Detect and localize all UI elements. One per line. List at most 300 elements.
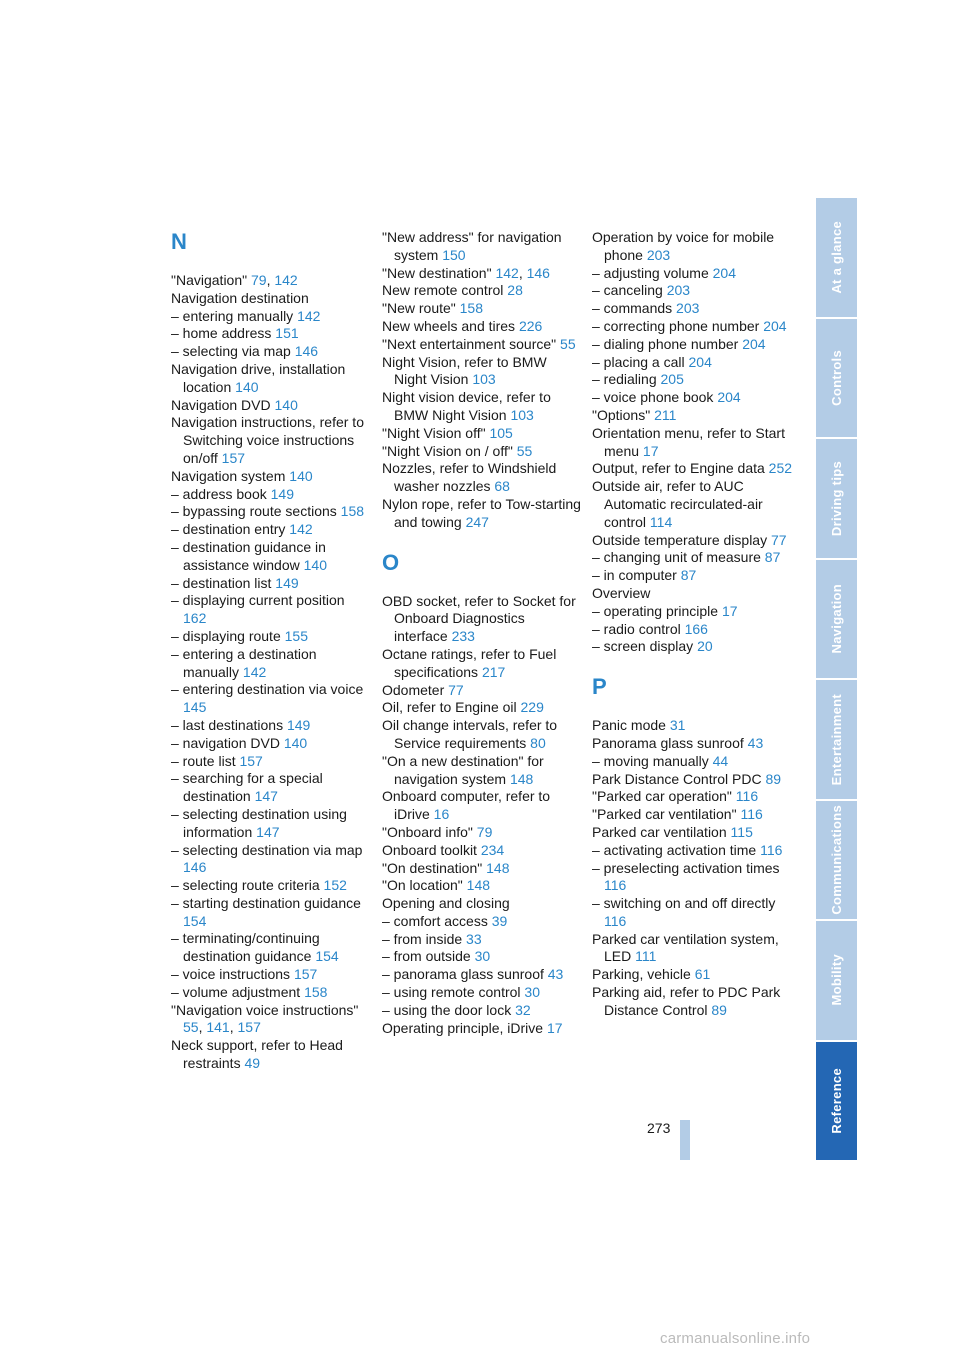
index-entry-text: Navigation DVD	[171, 396, 271, 413]
index-entry	[171, 397, 366, 415]
index-entry	[171, 468, 366, 486]
index-entry	[382, 877, 582, 895]
chapter-sidebar	[816, 198, 857, 1160]
sidebar-tab-entertainment[interactable]	[816, 680, 857, 801]
index-entry-text: – preselecting activation times	[592, 859, 780, 876]
index-entry-text: – searching for a special destination	[171, 770, 323, 805]
index-entry-text: "Next entertainment source"	[382, 335, 557, 352]
index-entry-text: "Parked car ventilation"	[592, 806, 737, 823]
index-entry	[592, 549, 797, 567]
page-reference-link[interactable]: 28	[507, 282, 523, 299]
sidebar-tab-label: Driving tips	[829, 460, 844, 536]
page-reference-link[interactable]: 32	[515, 1001, 531, 1018]
index-entry	[592, 621, 797, 639]
index-entry-text: – selecting destination via map	[171, 841, 363, 858]
index-entry-text: Parking, vehicle	[592, 966, 691, 983]
index-entry-text: – voice phone book	[592, 389, 714, 406]
sidebar-tab-reference[interactable]	[816, 1042, 857, 1161]
page-reference-link[interactable]: 31	[669, 717, 686, 734]
page-reference-link[interactable]: 89	[711, 1001, 727, 1018]
page-reference-link[interactable]: 30	[524, 984, 540, 1001]
index-entry-text: Neck support, refer to Head restraints	[171, 1037, 343, 1072]
index-entry	[382, 682, 582, 700]
page-reference-link[interactable]: 146	[183, 859, 207, 876]
index-entry	[171, 842, 366, 878]
index-entry-text: Navigation system	[171, 467, 286, 484]
index-entry-text: – destination entry	[171, 521, 286, 538]
index-entry	[592, 966, 797, 984]
sidebar-tab-at-a-glance[interactable]	[816, 198, 857, 319]
page-reference-link[interactable]: 77	[770, 531, 787, 548]
page-reference-link[interactable]: 49	[244, 1055, 261, 1072]
page-reference-link[interactable]: 142	[495, 264, 519, 281]
index-entry-text: Overview	[592, 584, 651, 601]
index-entry-text: Octane ratings, refer to Fuel specifications	[382, 645, 557, 680]
page-reference-link[interactable]: 155	[284, 627, 308, 644]
page-reference-link[interactable]: 217	[481, 663, 506, 680]
page-reference-link[interactable]: 43	[547, 966, 564, 983]
index-entry	[592, 371, 797, 389]
index-entry	[592, 860, 797, 896]
index-entry-text: Parked car ventilation system, LED	[592, 930, 779, 965]
sidebar-tab-label: Controls	[829, 349, 844, 406]
page-reference-link[interactable]: 154	[183, 912, 207, 929]
index-entry	[592, 300, 797, 318]
index-entry	[592, 389, 797, 407]
page-reference-link[interactable]: 148	[466, 877, 491, 894]
index-entry	[592, 336, 797, 354]
index-entry-text: Night Vision, refer to BMW Night Vision	[382, 353, 547, 388]
index-entry-text: Navigation drive, installation location	[171, 360, 346, 395]
index-entry	[592, 984, 797, 1020]
index-entry-text: Oil change intervals, refer to Service requirements	[382, 717, 558, 751]
section-letter-n: N	[171, 229, 187, 254]
index-column-3	[592, 229, 797, 1020]
page-reference-link[interactable]: 103	[510, 406, 534, 423]
index-entry-text: – adjusting volume	[592, 264, 709, 281]
sidebar-tab-communications[interactable]	[816, 801, 857, 922]
page-reference-link[interactable]: 145	[183, 699, 207, 716]
index-entry	[382, 496, 582, 532]
index-entry-text: – in computer	[592, 567, 677, 584]
sidebar-tab-driving-tips[interactable]	[816, 439, 857, 560]
index-entry	[382, 948, 582, 966]
index-entry-text: "On destination"	[382, 859, 483, 876]
index-entry	[592, 229, 797, 265]
index-entry-text: – entering destination via voice	[171, 681, 364, 698]
page-reference-link[interactable]: 162	[183, 610, 207, 627]
index-entry-text: "Night Vision off"	[382, 424, 486, 441]
index-entry	[382, 460, 582, 496]
page-reference-link[interactable]: 39	[491, 912, 508, 929]
index-entry-text: – home address	[171, 325, 272, 342]
index-entry-text: – placing a call	[592, 353, 685, 370]
index-entry: "Navigation" 79, 142	[171, 272, 298, 288]
sidebar-tab-controls[interactable]	[816, 319, 857, 440]
page-reference-link[interactable]: 147	[254, 788, 278, 805]
page-reference-link[interactable]: 105	[489, 424, 513, 441]
index-entry	[171, 290, 366, 308]
page-reference-link[interactable]: 16	[433, 806, 450, 823]
index-entry-text: New remote control	[382, 282, 504, 299]
index-entry	[171, 646, 366, 682]
page-reference-link[interactable]: 148	[509, 770, 534, 787]
index-entry-text: – dialing phone number	[592, 335, 739, 352]
page-reference-link[interactable]: 79	[476, 823, 493, 840]
page-reference-link[interactable]: 87	[764, 549, 781, 566]
page-reference-link[interactable]: 61	[694, 966, 711, 983]
index-entry	[171, 966, 366, 984]
page-reference-link[interactable]: 116	[604, 912, 627, 929]
index-entry-text: "Parked car operation"	[592, 788, 732, 805]
index-entry-text: – correcting phone number	[592, 317, 760, 334]
page-reference-link[interactable]: 142	[242, 663, 267, 680]
index-entry	[592, 771, 797, 789]
index-entry	[171, 592, 366, 628]
index-entry-text: OBD socket, refer to Socket for Onboard Diagnostics interface	[382, 592, 576, 645]
index-entry	[592, 788, 797, 806]
index-entry	[382, 699, 582, 717]
page-reference-link[interactable]: 205	[660, 371, 684, 388]
page-reference-link[interactable]: 30	[474, 948, 491, 965]
page-reference-link[interactable]: 146	[526, 264, 550, 281]
page-reference-link[interactable]: 154	[315, 948, 339, 965]
index-entry	[171, 1037, 366, 1073]
index-entry	[171, 503, 366, 521]
index-entry-text: Navigation destination	[171, 289, 309, 306]
page-reference-link[interactable]: 114	[649, 513, 673, 530]
index-entry-text: Nylon rope, refer to Tow-starting and towing	[382, 495, 581, 530]
index-entry-text: – using remote control	[382, 984, 521, 1001]
index-entry	[382, 984, 582, 1002]
sidebar-tab-navigation[interactable]	[816, 560, 857, 681]
index-entry-text: – changing unit of measure	[592, 549, 761, 566]
index-entry-text: "Onboard info"	[382, 823, 473, 840]
index-entry	[382, 717, 582, 753]
index-entry-text: Orientation menu, refer to Start menu	[592, 424, 785, 459]
index-entry-text: Onboard computer, refer to iDrive	[382, 788, 551, 823]
page-reference-link[interactable]: 157	[221, 449, 246, 466]
page-reference-link[interactable]: 79	[250, 272, 267, 288]
page-reference-link[interactable]: 20	[697, 638, 713, 655]
page-reference-link[interactable]: 55	[183, 1019, 199, 1036]
sidebar-tab-label: Mobility	[829, 954, 844, 1006]
index-entry	[592, 895, 797, 931]
index-entry	[171, 930, 366, 966]
index-entry	[592, 717, 797, 735]
index-entry-text: "On a new destination" for navigation system	[382, 752, 544, 787]
index-entry-text: Operating principle, iDrive	[382, 1019, 544, 1036]
page-number-bar	[680, 1120, 690, 1160]
sidebar-tab-label: At a glance	[829, 220, 844, 294]
page-reference-link[interactable]: 17	[642, 442, 659, 459]
page-reference-link[interactable]: 111	[635, 948, 657, 965]
index-entry-text: – entering manually	[171, 307, 294, 324]
index-entry	[171, 735, 366, 753]
index-entry-text: – screen display	[592, 638, 694, 655]
index-entry-text: Parking aid, refer to PDC Park Distance Control	[592, 984, 781, 1018]
index-entry-text: "Options"	[592, 406, 651, 423]
page-reference-link[interactable]: 247	[465, 513, 489, 530]
index-entry-text: Panorama glass sunroof	[592, 734, 744, 751]
index-entry-text: Outside air, refer to AUC Automatic recirculated-air control	[592, 478, 763, 530]
index-entry	[382, 593, 582, 646]
index-entry-text: – route list	[171, 752, 236, 769]
sidebar-tab-label: Communications	[829, 804, 844, 915]
sidebar-tab-label: Reference	[829, 1067, 844, 1134]
index-entry	[592, 753, 797, 771]
page-reference-link[interactable]: 140	[235, 378, 259, 395]
page-reference-link[interactable]: 151	[275, 325, 299, 342]
page-reference-link[interactable]: 142	[297, 307, 321, 324]
index-entry-text: – comfort access	[382, 912, 488, 929]
index-entry-text: Operation by voice for mobile phone	[592, 229, 775, 263]
page-reference-link[interactable]: 146	[294, 343, 319, 360]
page-reference-link[interactable]: 116	[740, 806, 763, 823]
page-reference-link[interactable]: 252	[768, 460, 793, 477]
page-reference-link[interactable]: 204	[712, 264, 736, 281]
index-entry-text: – address book	[171, 485, 267, 502]
page-reference-link[interactable]: 148	[486, 859, 510, 876]
page-reference-link[interactable]: 140	[303, 556, 327, 573]
page-reference-link[interactable]: 226	[518, 317, 543, 334]
index-entry-text: – last destinations	[171, 716, 284, 733]
index-entry	[382, 282, 582, 300]
page-reference-link[interactable]: 204	[763, 317, 787, 334]
index-column-2	[382, 229, 582, 1037]
index-entry	[592, 407, 797, 425]
index-entry	[382, 336, 582, 354]
index-entry-text: Park Distance Control PDC	[592, 770, 762, 787]
page-reference-link[interactable]: 140	[283, 734, 308, 751]
index-entry	[171, 770, 366, 806]
page-reference-link[interactable]: 149	[275, 574, 299, 591]
index-entry-text: – operating principle	[592, 602, 719, 619]
index-entry	[171, 575, 366, 593]
index-entry	[171, 806, 366, 842]
index-entry: "New destination" 142, 146	[382, 264, 550, 281]
index-entry	[592, 585, 797, 603]
index-entry-text: Night vision device, refer to BMW Night Vision	[382, 389, 551, 423]
index-entry	[171, 325, 366, 343]
page-reference-link[interactable]: 149	[286, 716, 311, 733]
page-reference-link[interactable]: 33	[466, 930, 482, 947]
page-reference-link[interactable]: 150	[442, 246, 466, 263]
index-entry-text: Opening and closing	[382, 895, 510, 912]
index-entry-text: Parked car ventilation	[592, 823, 727, 840]
page-reference-link[interactable]: 204	[688, 353, 712, 370]
index-entry-text: – voice instructions	[171, 966, 291, 983]
page-reference-link[interactable]: 229	[520, 699, 544, 716]
page-reference-link[interactable]: 77	[448, 681, 464, 698]
index-entry	[171, 308, 366, 326]
index-entry	[382, 646, 582, 682]
index-entry	[592, 282, 797, 300]
page-number: 273	[647, 1120, 671, 1136]
page-reference-link[interactable]: 115	[730, 823, 753, 840]
page-reference-link[interactable]: 149	[270, 485, 294, 502]
index-entry	[592, 806, 797, 824]
index-entry	[171, 753, 366, 771]
index-entry-text: – canceling	[592, 282, 663, 299]
page-reference-link[interactable]: 142	[289, 521, 313, 538]
index-entry-text: Onboard toolkit	[382, 841, 477, 858]
index-entry	[592, 567, 797, 585]
page-reference-link[interactable]: 17	[546, 1019, 563, 1036]
index-entry	[171, 361, 366, 397]
index-entry-text: – moving manually	[592, 752, 709, 769]
index-entry	[592, 425, 797, 461]
page-reference-link[interactable]: 142	[274, 272, 298, 288]
index-entry-text: – entering a destination manually	[171, 645, 317, 680]
page-reference-link[interactable]: 140	[274, 396, 298, 413]
page-reference-link[interactable]: 203	[646, 246, 671, 263]
index-entry	[382, 389, 582, 425]
page-reference-link[interactable]: 158	[340, 503, 365, 520]
index-entry-text: Outside temperature display	[592, 531, 768, 548]
page-reference-link[interactable]: 203	[676, 300, 700, 317]
index-entry	[382, 913, 582, 931]
index-entry	[171, 681, 366, 717]
index-entry-text: – destination list	[171, 574, 272, 591]
index-entry	[382, 318, 582, 336]
page-reference-link[interactable]: 147	[256, 823, 280, 840]
page-reference-link[interactable]: 203	[666, 282, 691, 299]
page-reference-link[interactable]: 87	[680, 567, 697, 584]
index-entry	[171, 343, 366, 361]
index-entry	[592, 931, 797, 967]
index-entry	[171, 521, 366, 539]
page-reference-link[interactable]: 55	[516, 442, 533, 459]
index-entry	[171, 539, 366, 575]
index-entry	[592, 824, 797, 842]
index-entry	[592, 460, 797, 478]
index-entry	[382, 753, 582, 789]
index-entry	[171, 717, 366, 735]
index-entry-text: – displaying route	[171, 627, 281, 644]
index-entry	[171, 486, 366, 504]
index-entry	[382, 966, 582, 984]
page-reference-link[interactable]: 152	[323, 877, 347, 894]
index-entry	[592, 603, 797, 621]
index-entry	[171, 984, 366, 1002]
page-reference-link[interactable]: 140	[289, 467, 313, 484]
index-entry	[382, 842, 582, 860]
page-reference-link[interactable]: 166	[684, 620, 708, 637]
index-entry-text: – radio control	[592, 620, 681, 637]
page-reference-link[interactable]: 211	[654, 406, 677, 423]
index-column-1	[171, 229, 366, 1073]
index-entry-text: "New route"	[382, 300, 456, 317]
index-entry-text: "New destination"	[382, 264, 492, 281]
page-reference-link[interactable]: 204	[742, 335, 766, 352]
page-reference-link[interactable]: 157	[239, 752, 263, 769]
index-entry	[382, 788, 582, 824]
index-entry	[171, 877, 366, 895]
sidebar-tab-label: Entertainment	[829, 693, 844, 785]
page-reference-link[interactable]: 55	[560, 335, 576, 352]
index-entry-text: "Night Vision on / off"	[382, 442, 513, 459]
index-entry	[592, 478, 797, 531]
index-entry-text: – selecting route criteria	[171, 877, 320, 894]
index-entry-text: – bypassing route sections	[171, 503, 337, 520]
page-reference-link[interactable]: 44	[712, 752, 729, 769]
index-entry	[382, 425, 582, 443]
page-reference-link[interactable]: 157	[293, 966, 318, 983]
index-entry	[382, 895, 582, 913]
index-entry-text: – switching on and off directly	[592, 895, 776, 912]
index-entry-text: – commands	[592, 300, 673, 317]
page-reference-link[interactable]: 43	[747, 734, 764, 751]
page-reference-link[interactable]: 158	[304, 983, 328, 1000]
index-entry	[592, 638, 797, 656]
index-entry-text: Nozzles, refer to Windshield washer nozzles	[382, 460, 557, 495]
index-entry	[171, 414, 366, 467]
index-entry-text: "New address" for navigation system	[382, 229, 562, 263]
index-entry-text: "Navigation"	[171, 272, 248, 288]
section-letter-p: P	[592, 674, 607, 700]
index-entry-text: – from inside	[382, 930, 463, 947]
page-reference-link[interactable]: 233	[451, 628, 475, 645]
index-entry	[171, 628, 366, 646]
page-reference-link[interactable]: 157	[237, 1019, 261, 1036]
index-entry-text: "Navigation voice instructions"	[171, 1001, 359, 1018]
index-entry-text: "On location"	[382, 877, 463, 894]
watermark: carmanualsonline.info	[660, 1330, 811, 1347]
page-reference-link[interactable]: 103	[472, 371, 496, 388]
index-entry-text: Panic mode	[592, 717, 666, 734]
index-entry	[592, 842, 797, 860]
page-reference-link[interactable]: 80	[530, 734, 546, 751]
page-reference-link[interactable]: 116	[604, 877, 627, 894]
index-entry-text: New wheels and tires	[382, 317, 516, 334]
index-entry-text: – panorama glass sunroof	[382, 966, 544, 983]
index-entry	[592, 532, 797, 550]
index-entry	[382, 860, 582, 878]
index-entry-text: – selecting destination using information	[171, 805, 347, 840]
index-entry-text: – terminating/continuing destination guidance	[171, 930, 320, 965]
index-entry-text: Odometer	[382, 681, 445, 698]
page-reference-link[interactable]: 204	[717, 389, 741, 406]
section-letter-o: O	[382, 549, 400, 575]
index-entry	[592, 735, 797, 753]
index-entry-text: Oil, refer to Engine oil	[382, 699, 517, 716]
page-reference-link[interactable]: 68	[494, 478, 510, 495]
sidebar-tab-label: Navigation	[829, 584, 844, 654]
index-entry-text: – from outside	[382, 948, 471, 965]
page-reference-link[interactable]: 234	[480, 841, 505, 858]
index-entry-text: – activating activation time	[592, 841, 757, 858]
index-entry-text: Navigation instructions, refer to Switching voice instructions on/off	[171, 414, 364, 466]
index-entry-text: – displaying current position	[171, 592, 345, 609]
index-entry	[382, 824, 582, 842]
index-entry	[382, 300, 582, 318]
page-reference-link[interactable]: 158	[459, 300, 483, 317]
index-entry-text: – volume adjustment	[171, 983, 301, 1000]
index-entry-text: – using the door lock	[382, 1001, 512, 1018]
index-entry: "Navigation voice instructions" 55, 141, 157	[171, 1001, 359, 1036]
index-entry	[592, 318, 797, 336]
page-reference-link[interactable]: 141	[206, 1019, 230, 1036]
page-reference-link[interactable]: 116	[760, 841, 783, 858]
page-reference-link[interactable]: 89	[765, 770, 782, 787]
page-reference-link[interactable]: 116	[735, 788, 759, 805]
page-reference-link[interactable]: 17	[721, 602, 738, 619]
index-entry	[171, 895, 366, 931]
index-entry-text: – redialing	[592, 371, 657, 388]
index-entry	[382, 931, 582, 949]
sidebar-tab-mobility[interactable]	[816, 921, 857, 1042]
